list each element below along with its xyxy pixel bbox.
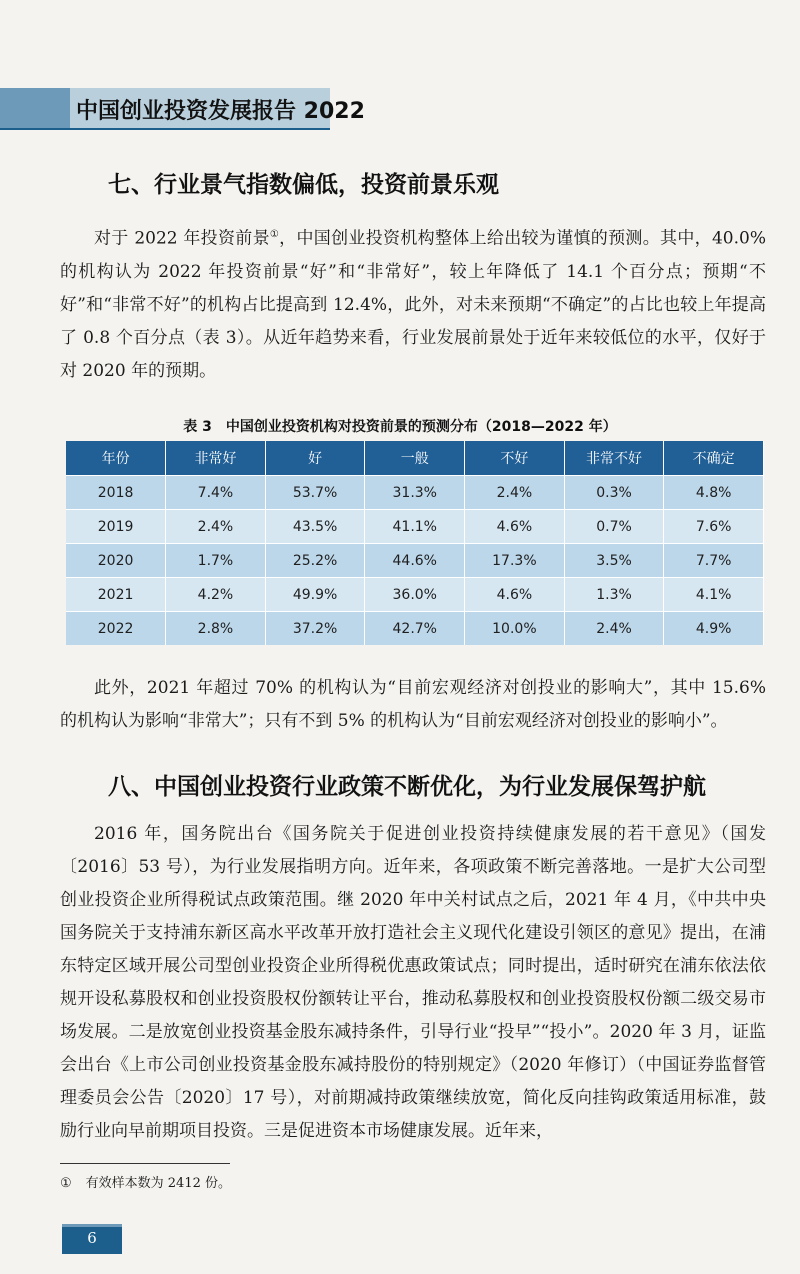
col-header-bad: 不好 (465, 441, 565, 476)
table-cell: 43.5% (265, 510, 365, 544)
footnote-text: 有效样本数为 2412 份。 (85, 1176, 232, 1191)
col-header-neutral: 一般 (365, 441, 465, 476)
table-cell: 2021 (66, 578, 166, 612)
table-row (66, 544, 764, 578)
paragraph-1-text-b: ，中国创业投资机构整体上给出较为谨慎的预测。其中，40.0% 的机构认为 2022 年投资前景“好”和“非常好”，较上年降低了 14.1 个百分点；预期“不好”和“非常不好”的机构占比提高到 12.4%，此外，对未来预期“不确定”的占比也较上年提高了 0.8 个百分点（表 3）。从近年趋势来看，行业发展前景处于近年来较低位的水平，仅好于对 2020 年的预期。 (60, 228, 766, 381)
table-cell: 0.3% (564, 476, 664, 510)
col-header-uncertain: 不确定 (664, 441, 764, 476)
footnote (60, 1172, 231, 1191)
table-cell: 49.9% (265, 578, 365, 612)
section-8-paragraph-1: 2016 年，国务院出台《国务院关于促进创业投资持续健康发展的若干意见》（国发〔2016〕53 号），为行业发展指明方向。近年来，各项政策不断完善落地。一是扩大公司型创业投资企业所得税试点政策范围。继 2020 年中关村试点之后，2021 年 4 月，《中共中央 国务院关于支持浦东新区高水平改革开放打造社会主义现代化建设引领区的意见》提出，在浦东特定区域开展公司型创业投资企业所得税优惠政策试点；同时提出，适时研究在浦东依法依规开设私募股权和创业投资股权份额转让平台，推动私募股权和创业投资股权份额二级交易市场发展。二是放宽创业投资基金股东减持条件，引导行业“投早”“投小”。2020 年 3 月，证监会出台《上市公司创业投资基金股东减持股份的特别规定》（2020 年修订）（中国证券监督管理委员会公告〔2020〕17 号），对前期减持政策继续放宽，简化反向挂钩政策适用标准，鼓励行业向早前期项目投资。三是促进资本市场健康发展。近年来， (60, 824, 783, 1141)
running-title: 中国创业投资发展报告 2022 (76, 99, 365, 124)
paragraph-1-text-a: 对于 2022 年投资前景 (94, 228, 270, 249)
table-row (66, 476, 764, 510)
table-cell: 37.2% (265, 612, 365, 646)
col-header-very-bad: 非常不好 (564, 441, 664, 476)
table-cell: 41.1% (365, 510, 465, 544)
section-7-title: 七、行业景气指数偏低，投资前景乐观 (108, 172, 499, 198)
footnote-mark: ① (60, 1176, 72, 1191)
table-cell: 2.4% (166, 510, 266, 544)
page-number: 6 (87, 1229, 97, 1247)
table-cell: 1.3% (564, 578, 664, 612)
table-cell: 7.6% (664, 510, 764, 544)
table-cell: 25.2% (265, 544, 365, 578)
table-cell: 4.1% (664, 578, 764, 612)
col-header-very-good: 非常好 (166, 441, 266, 476)
table-row (66, 612, 764, 646)
section-7-paragraph-1 (60, 218, 766, 388)
table-cell: 4.6% (465, 510, 565, 544)
table-cell: 17.3% (465, 544, 565, 578)
table-row (66, 510, 764, 544)
table-cell: 36.0% (365, 578, 465, 612)
table-cell: 2019 (66, 510, 166, 544)
table-cell: 2.4% (465, 476, 565, 510)
table-cell: 2.4% (564, 612, 664, 646)
col-header-year: 年份 (66, 441, 166, 476)
section-7-paragraph-2: 此外，2021 年超过 70% 的机构认为“目前宏观经济对创投业的影响大”，其中 15.6% 的机构认为影响“非常大”；只有不到 5% 的机构认为“目前宏观经济对创投业的影响小”。 (60, 678, 766, 731)
table-cell: 53.7% (265, 476, 365, 510)
table-cell: 10.0% (465, 612, 565, 646)
footnote-reference: ① (269, 229, 280, 240)
footnote-divider (60, 1163, 230, 1164)
section-8-title: 八、中国创业投资行业政策不断优化，为行业发展保驾护航 (108, 774, 706, 800)
table-cell: 31.3% (365, 476, 465, 510)
table-row (66, 578, 764, 612)
table-cell: 3.5% (564, 544, 664, 578)
table-cell: 2022 (66, 612, 166, 646)
table-cell: 44.6% (365, 544, 465, 578)
table-cell: 7.4% (166, 476, 266, 510)
table-cell: 4.8% (664, 476, 764, 510)
table-header-row (66, 441, 764, 476)
table-cell: 4.9% (664, 612, 764, 646)
col-header-good: 好 (265, 441, 365, 476)
table-3-caption: 表 3 中国创业投资机构对投资前景的预测分布（2018—2022 年） (183, 419, 617, 435)
page-number-badge (62, 1224, 122, 1254)
table-cell: 2020 (66, 544, 166, 578)
table-cell: 42.7% (365, 612, 465, 646)
table-cell: 2.8% (166, 612, 266, 646)
table-3 (66, 441, 764, 645)
table-cell: 4.6% (465, 578, 565, 612)
table-cell: 4.2% (166, 578, 266, 612)
table-cell: 2018 (66, 476, 166, 510)
table-cell: 0.7% (564, 510, 664, 544)
table-cell: 7.7% (664, 544, 764, 578)
table-cell: 1.7% (166, 544, 266, 578)
